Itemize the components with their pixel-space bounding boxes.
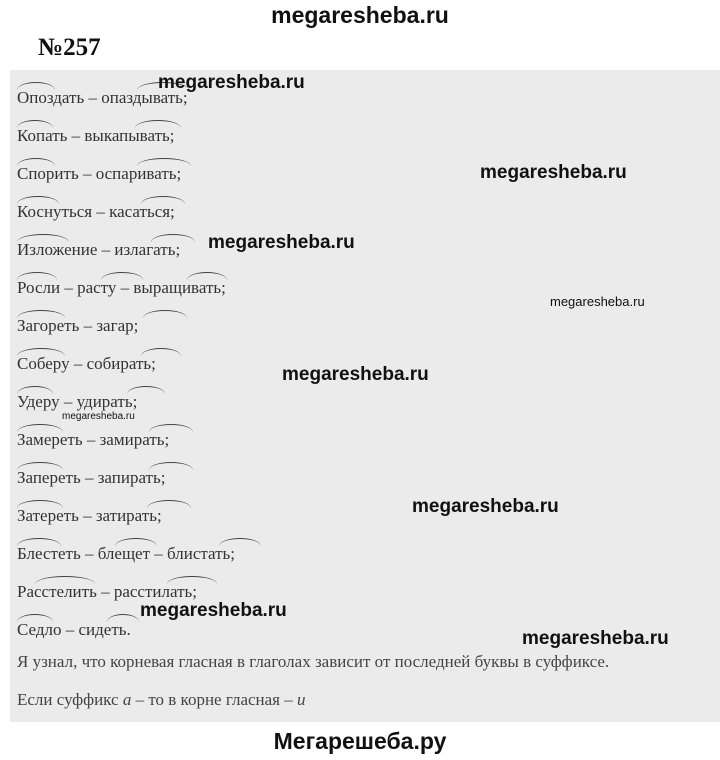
word-pair-line: Изложение – излагать; [17,240,181,259]
word-pair-line: Седло – сидеть. [17,620,131,639]
root-letter-i: и [297,690,306,709]
conclusion-prefix: Если суффикс [17,690,123,709]
word-pair-line: Запереть – запирать; [17,468,166,487]
watermark: megaresheba.ru [412,496,559,517]
watermark: megaresheba.ru [140,600,287,621]
task-number: №257 [38,34,101,61]
word-pair-line: Соберу – собирать; [17,354,156,373]
conclusion-middle: – то в корне гласная – [131,690,297,709]
watermark: megaresheba.ru [62,411,135,422]
word-pair-line: Блестеть – блещет – блистать; [17,544,236,563]
word-pair-line: Замереть – замирать; [17,430,170,449]
watermark: megaresheba.ru [522,628,669,649]
watermark: megaresheba.ru [282,364,429,385]
word-pair-line: Коснуться – касаться; [17,202,175,221]
watermark: megaresheba.ru [480,162,627,183]
watermark: megaresheba.ru [550,294,645,309]
watermark: megaresheba.ru [158,72,305,93]
word-pair-line: Удеру – удирать; [17,392,138,411]
word-pair-line: Загореть – загар; [17,316,139,335]
word-pair-line: Росли – расту – выращивать; [17,278,226,297]
word-pair-line: Копать – выкапывать; [17,126,175,145]
suffix-letter-a: а [122,690,132,709]
word-pair-line: Спорить – оспаривать; [17,164,182,183]
watermark: megaresheba.ru [208,232,355,253]
word-pair-line: Опоздать – опаздывать; [17,88,188,107]
word-pair-line: Расстелить – расстилать; [17,582,197,601]
site-header: megaresheba.ru [271,2,449,28]
conclusion-line-1: Я узнал, что корневая гласная в глаголах зависит от последней буквы в суффиксе. [17,652,610,671]
conclusion-line-2 [17,690,306,710]
word-pair-line: Затереть – затирать; [17,506,162,525]
site-footer: Мегарешеба.ру [273,728,447,754]
